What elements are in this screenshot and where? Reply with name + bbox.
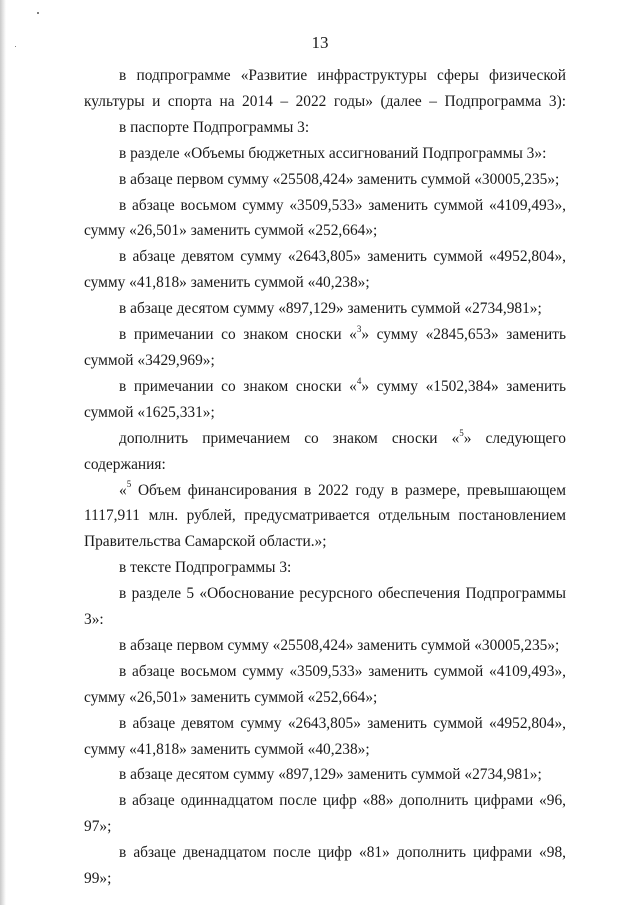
paragraph [84, 322, 566, 374]
paragraph-text: дополнить примечанием со знаком сноски « [119, 429, 460, 447]
document-body [84, 63, 566, 892]
scan-edge-shadow [0, 0, 6, 905]
paragraph-text: « [119, 481, 127, 499]
paragraph-text: » сумму «1502,384» заменить суммой «1625,331»; [84, 377, 566, 421]
page-number: 13 [311, 33, 329, 52]
paragraph [84, 374, 566, 426]
paragraph: в абзаце первом сумму «25508,424» заменить суммой «30005,235»; [119, 170, 560, 188]
paragraph: в абзаце девятом сумму «2643,805» заменить суммой «4952,804», сумму «41,818» заменить суммой «40,238»; [84, 248, 566, 292]
footnote-mark: 4 [356, 375, 362, 386]
footnote-mark: 3 [356, 323, 362, 334]
paragraph: в разделе 5 «Обоснование ресурсного обеспечения Подпрограммы 3»: [84, 585, 566, 629]
paragraph: в абзаце десятом сумму «897,129» заменить суммой «2734,981»; [119, 300, 542, 318]
paragraph: в абзаце двенадцатом после цифр «81» дополнить цифрами «98, 99»; [84, 844, 566, 888]
paragraph: в подпрограмме «Развитие инфраструктуры сферы физической культуры и спорта на 2014 – 2022 годы» (далее – Подпрограмма 3): [84, 67, 566, 110]
paragraph: в разделе «Объемы бюджетных ассигнований Подпрограммы 3»: [119, 144, 547, 162]
footnote-mark: 5 [126, 479, 132, 490]
paragraph: в абзаце девятом сумму «2643,805» заменить суммой «4952,804», сумму «41,818» заменить суммой «40,238»; [84, 714, 566, 758]
paragraph: в абзаце первом сумму «25508,424» заменить суммой «30005,235»; [119, 636, 560, 654]
paragraph-text: Объем финансирования в 2022 году в размере, превышающем 1117,911 млн. рублей, предусматривается отдельным постановлением Правительства Самарской области.»; [84, 481, 566, 551]
scan-speck [37, 12, 39, 14]
paragraph-text: в примечании со знаком сноски « [119, 377, 357, 395]
paragraph [84, 478, 566, 556]
footnote-mark: 5 [459, 427, 464, 438]
paragraph: в абзаце десятом сумму «897,129» заменить суммой «2734,981»; [119, 766, 542, 784]
paragraph: в паспорте Подпрограммы 3: [119, 118, 310, 136]
paragraph: в абзаце восьмом сумму «3509,533» заменить суммой «4109,493», сумму «26,501» заменить суммой «252,664»; [84, 662, 566, 706]
paragraph-text: » следующего содержания: [84, 429, 566, 473]
paragraph: в абзаце одиннадцатом после цифр «88» дополнить цифрами «96, 97»; [84, 792, 566, 836]
paragraph-text: » сумму «2845,653» заменить суммой «3429,969»; [84, 326, 566, 369]
paragraph: в абзаце восьмом сумму «3509,533» заменить суммой «4109,493», сумму «26,501» заменить суммой «252,664»; [84, 196, 566, 240]
paragraph-text: в примечании со знаком сноски « [119, 326, 357, 344]
paragraph: в тексте Подпрограммы 3: [119, 559, 292, 577]
paragraph [84, 426, 566, 478]
